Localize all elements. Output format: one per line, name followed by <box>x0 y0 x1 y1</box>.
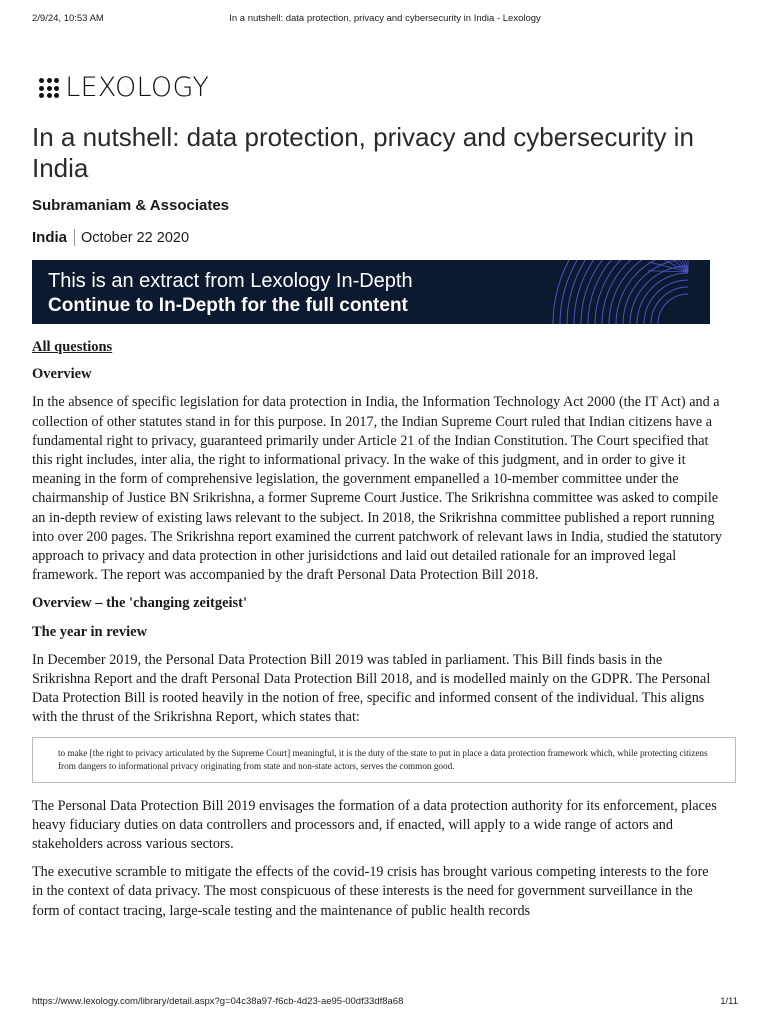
all-questions-link[interactable]: All questions <box>32 339 113 355</box>
paragraph-2: In December 2019, the Personal Data Protection Bill 2019 was tabled in parliament. This Bill finds basis in the Srikrishna Report and the draft Personal Data Protection Bill 2018, and is modelled mainly on the GDPR. The Personal Data Protection Bill is rooted heavily in the notion of free, specific and informed consent of the individual. This aligns with the thrust of the Srikrishna Report, which states that: <box>32 651 711 726</box>
banner-line-2: Continue to In-Depth for the full content <box>48 295 408 316</box>
heading-overview: Overview <box>32 366 92 383</box>
banner-line-1: This is an extract from Lexology In-Depth <box>48 270 413 292</box>
logo-dots-icon <box>39 78 59 98</box>
print-timestamp: 2/9/24, 10:53 AM <box>32 13 104 24</box>
print-document-title: In a nutshell: data protection, privacy and cybersecurity in India - Lexology <box>229 13 541 24</box>
blockquote: to make [the right to privacy articulated by the Supreme Court] meaningful, it is the duty of the state to put in place a data protection framework which, while protecting citizens from dangers to informational privacy originating from state and non-state actors, serves the common good. <box>32 737 736 783</box>
in-depth-banner[interactable] <box>32 260 710 324</box>
banner-arc-graphic <box>450 260 710 324</box>
article-jurisdiction[interactable]: India <box>32 229 75 246</box>
print-url: https://www.lexology.com/library/detail.aspx?g=04c38a97-f6cb-4d23-ae95-00df33df8a68 <box>32 996 404 1007</box>
print-page-number: 1/11 <box>720 996 738 1007</box>
heading-year-in-review: The year in review <box>32 623 148 640</box>
article-author[interactable]: Subramaniam & Associates <box>32 197 230 214</box>
paragraph-4: The executive scramble to mitigate the effects of the covid-19 crisis has brought various competing interests to the fore in the context of data privacy. The most conspicuous of these interests is the need for government surveillance in the form of contact tracing, large-scale testing and the maintenance of public health records <box>32 864 709 919</box>
paragraph-3: The Personal Data Protection Bill 2019 envisages the formation of a data protection authority for its enforcement, places heavy fiduciary duties on data controllers and processors and, if enacted, will apply to a wide range of actors and stakeholders across various sectors. <box>32 797 717 853</box>
article-body <box>32 338 722 930</box>
article-date: October 22 2020 <box>81 229 190 246</box>
article-meta <box>32 229 189 246</box>
paragraph-1: In the absence of specific legislation for data protection in India, the Information Technology Act 2000 (the IT Act) and a collection of other statutes stand in for this purpose. In 2017, the Indian Supreme Court ruled that Indian citizens have a fundamental right to privacy, guaranteed primarily under Article 21 of the Indian Constitution. The Court specified that this right includes, inter alia, the right to informational privacy. In the wake of this judgment, and in order to give it meaning in the form of comprehensive legislation, the government empanelled a 10-member committee under the chairmanship of Justice BN Srikrishna, a former Supreme Court Justice. The Srikrishna committee was asked to compile an in-depth review of existing laws relevant to the subject. In 2018, the Srikrishna committee published a report running into over 200 pages. The Srikrishna report examined the current patchwork of relevant laws in India, studied the statutory approach to privacy and data protection in other jurisidctions and laid out detailed rationale for an improved legal framework. The report was accompanied by the draft Personal Data Protection Bill 2018. <box>32 394 722 584</box>
logo-wordmark: LEXOLOGY <box>65 72 210 103</box>
heading-changing-zeitgeist: Overview – the 'changing zeitgeist' <box>32 595 248 612</box>
lexology-logo[interactable] <box>39 74 209 102</box>
article-title: In a nutshell: data protection, privacy and cybersecurity in India <box>32 122 694 183</box>
